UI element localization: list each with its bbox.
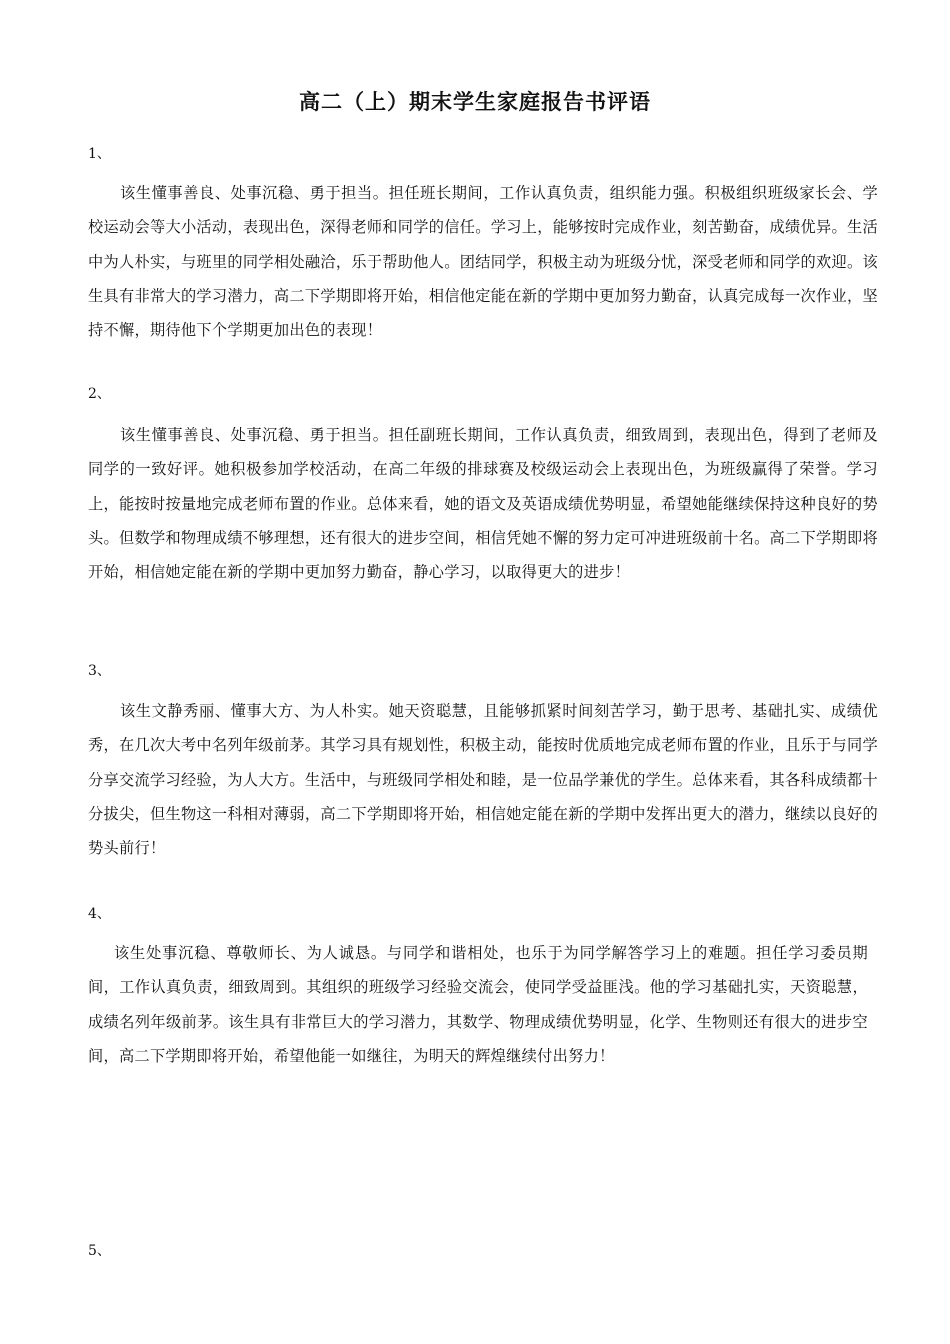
document-title: 高二（上）期末学生家庭报告书评语: [299, 90, 651, 114]
entry-text-4: 该生处事沉稳、尊敬师长、为人诚恳。与同学和谐相处，也乐于为同学解答学习上的难题。担任学习委员期间，工作认真负责，细致周到。其组织的班级学习经验交流会，使同学受益匪浅。他的学习基础扎实，天资聪慧，成绩名列年级前茅。该生具有非常巨大的学习潜力，其数学、物理成绩优势明显，化学、生物则还有很大的进步空间，高二下学期即将开始，希望他能一如继往，为明天的辉煌继续付出努力！: [88, 944, 868, 1065]
entry-text-1: 该生懂事善良、处事沉稳、勇于担当。担任班长期间，工作认真负责，组织能力强。积极组织班级家长会、学校运动会等大小活动，表现出色，深得老师和同学的信任。学习上，能够按时完成作业，刻苦勤奋，成绩优异。生活中为人朴实，与班里的同学相处融洽，乐于帮助他人。团结同学，积极主动为班级分忧，深受老师和同学的欢迎。该生具有非常大的学习潜力，高二下学期即将开始，相信他定能在新的学期中更加努力勤奋，认真完成每一次作业，坚持不懈，期待他下个学期更加出色的表现！: [88, 184, 878, 340]
entry-number-4: 4、: [88, 906, 111, 922]
entry-number-2: 2、: [88, 386, 111, 402]
entry-text-2: 该生懂事善良、处事沉稳、勇于担当。担任副班长期间，工作认真负责，细致周到，表现出色，得到了老师及同学的一致好评。她积极参加学校活动，在高二年级的排球赛及校级运动会上表现出色，为班级赢得了荣誉。学习上，能按时按量地完成老师布置的作业。总体来看，她的语文及英语成绩优势明显，希望她能继续保持这种良好的势头。但数学和物理成绩不够理想，还有很大的进步空间，相信凭她不懈的努力定可冲进班级前十名。高二下学期即将开始，相信她定能在新的学期中更加努力勤奋，静心学习，以取得更大的进步！: [88, 426, 878, 582]
entry-number-5: 5、: [88, 1243, 111, 1259]
entry-text-3: 该生文静秀丽、懂事大方、为人朴实。她天资聪慧，且能够抓紧时间刻苦学习，勤于思考、基础扎实、成绩优秀，在几次大考中名列年级前茅。其学习具有规划性，积极主动，能按时优质地完成老师布置的作业，且乐于与同学分享交流学习经验，为人大方。生活中，与班级同学相处和睦，是一位品学兼优的学生。总体来看，其各科成绩都十分拔尖，但生物这一科相对薄弱，高二下学期即将开始，相信她定能在新的学期中发挥出更大的潜力，继续以良好的势头前行！: [88, 702, 878, 858]
entry-number-1: 1、: [88, 146, 111, 162]
entry-number-3: 3、: [88, 663, 111, 679]
